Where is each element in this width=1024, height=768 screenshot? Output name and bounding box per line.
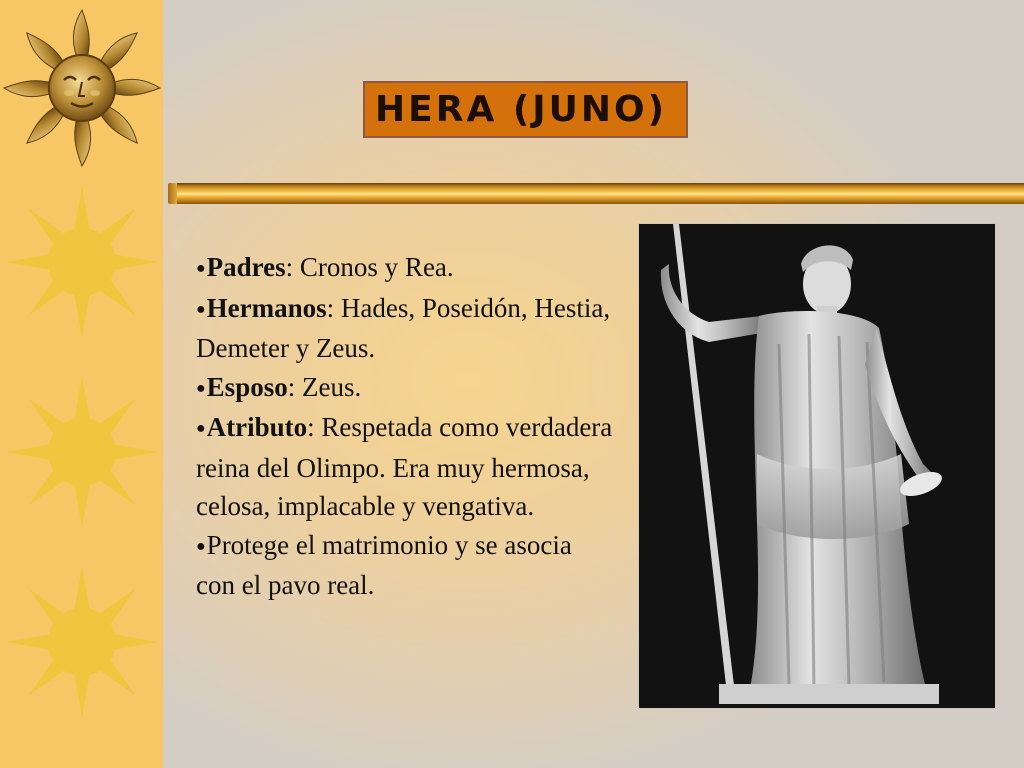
list-item [196,368,616,409]
item-text: : Respetada como verdadera reina del Olimpo. Era muy hermosa, celosa, implacable y vengativa. [196,412,613,521]
item-label: Esposo [206,371,288,402]
bullet-icon: ● [196,537,206,555]
list-item [196,248,616,289]
title-box [363,81,688,138]
sun-face-icon [4,10,160,166]
item-text: : Zeus. [287,371,362,402]
item-label: Atributo [206,412,308,442]
item-label: Hermanos [206,292,327,323]
item-label: Padres [206,252,286,282]
bullet-icon: ● [196,300,206,318]
list-item [196,526,616,605]
bullet-icon: ● [196,260,206,277]
bullet-icon: ● [196,420,206,437]
bullet-list [196,248,616,605]
sun-icon [6,566,158,718]
list-item [196,289,616,368]
item-text: : Cronos y Rea. [285,252,454,282]
left-decor-strip [0,0,163,768]
item-text: : Hades, Poseidón, Hestia, Demeter y Zeus. [196,292,611,363]
item-text: Protege el matrimonio y se asocia con el pavo real. [196,529,572,600]
list-item [196,408,616,526]
hera-statue-image [638,223,996,709]
sun-icon [6,376,158,528]
gold-divider [177,183,1024,204]
bullet-icon: ● [196,379,206,397]
statue-illustration [639,224,995,708]
slide-title: HERA (JUNO) [375,89,668,130]
sun-icon [6,186,158,338]
sun-decorations [0,0,163,768]
